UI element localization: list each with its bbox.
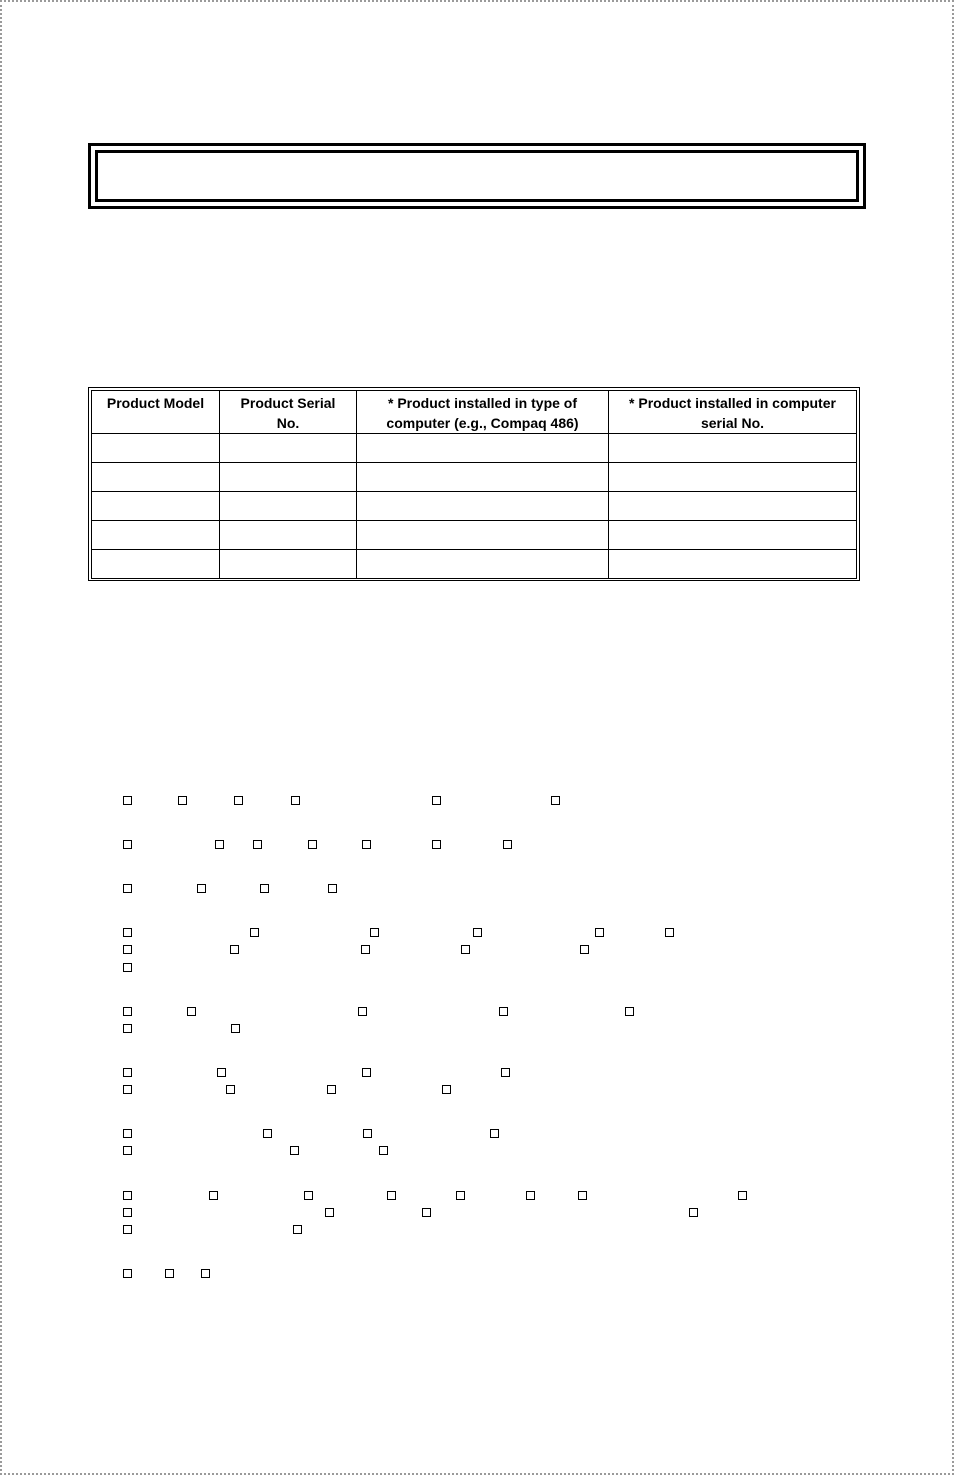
checkbox[interactable] xyxy=(578,1191,587,1200)
checkbox[interactable] xyxy=(250,928,259,937)
checkbox[interactable] xyxy=(325,1208,334,1217)
checkbox[interactable] xyxy=(473,928,482,937)
checkbox[interactable] xyxy=(580,945,589,954)
checkbox[interactable] xyxy=(370,928,379,937)
table-cell[interactable] xyxy=(609,434,857,463)
checkbox[interactable] xyxy=(304,1191,313,1200)
checkbox[interactable] xyxy=(123,945,132,954)
checkbox[interactable] xyxy=(263,1129,272,1138)
table-row xyxy=(92,434,857,463)
header-product-model: Product Model xyxy=(92,391,220,434)
checkbox[interactable] xyxy=(290,1146,299,1155)
checkbox[interactable] xyxy=(461,945,470,954)
checkbox[interactable] xyxy=(625,1007,634,1016)
table-cell[interactable] xyxy=(357,463,609,492)
checkbox[interactable] xyxy=(595,928,604,937)
checkbox[interactable] xyxy=(178,796,187,805)
table-body xyxy=(92,434,857,579)
checkbox[interactable] xyxy=(123,1225,132,1234)
checkbox[interactable] xyxy=(123,1208,132,1217)
header-product-serial: Product Serial No. xyxy=(220,391,357,434)
checkbox[interactable] xyxy=(422,1208,431,1217)
checkbox[interactable] xyxy=(551,796,560,805)
checkbox[interactable] xyxy=(123,1269,132,1278)
checkbox[interactable] xyxy=(442,1085,451,1094)
checkbox[interactable] xyxy=(738,1191,747,1200)
table-row xyxy=(92,492,857,521)
table-row xyxy=(92,521,857,550)
table-cell[interactable] xyxy=(357,434,609,463)
checkbox[interactable] xyxy=(123,1085,132,1094)
checkbox[interactable] xyxy=(123,1146,132,1155)
checkbox[interactable] xyxy=(499,1007,508,1016)
checkbox[interactable] xyxy=(231,1024,240,1033)
header-computer-serial: * Product installed in computer serial No. xyxy=(609,391,857,434)
table-cell[interactable] xyxy=(92,550,220,579)
table-cell[interactable] xyxy=(609,463,857,492)
checkbox[interactable] xyxy=(260,884,269,893)
registration-table xyxy=(91,390,857,579)
title-box-inner xyxy=(95,150,859,202)
checkbox[interactable] xyxy=(361,945,370,954)
table-cell[interactable] xyxy=(357,492,609,521)
table-cell[interactable] xyxy=(220,521,357,550)
checkbox[interactable] xyxy=(209,1191,218,1200)
checkbox[interactable] xyxy=(526,1191,535,1200)
table-header-row xyxy=(92,391,857,434)
checkbox[interactable] xyxy=(123,963,132,972)
checkbox[interactable] xyxy=(187,1007,196,1016)
checkbox[interactable] xyxy=(456,1191,465,1200)
checkbox[interactable] xyxy=(201,1269,210,1278)
checkbox[interactable] xyxy=(123,1129,132,1138)
registration-table-frame xyxy=(88,387,860,581)
table-cell[interactable] xyxy=(609,521,857,550)
checkbox[interactable] xyxy=(327,1085,336,1094)
table-row xyxy=(92,550,857,579)
table-cell[interactable] xyxy=(92,463,220,492)
table-cell[interactable] xyxy=(92,434,220,463)
checkbox[interactable] xyxy=(234,796,243,805)
table-cell[interactable] xyxy=(357,521,609,550)
checkbox[interactable] xyxy=(387,1191,396,1200)
table-cell[interactable] xyxy=(92,492,220,521)
table-cell[interactable] xyxy=(357,550,609,579)
checkbox[interactable] xyxy=(490,1129,499,1138)
checkbox[interactable] xyxy=(123,1007,132,1016)
checkbox[interactable] xyxy=(363,1129,372,1138)
checkbox[interactable] xyxy=(362,840,371,849)
checkbox[interactable] xyxy=(197,884,206,893)
table-cell[interactable] xyxy=(220,550,357,579)
table-cell[interactable] xyxy=(220,463,357,492)
checkbox[interactable] xyxy=(689,1208,698,1217)
checkbox[interactable] xyxy=(665,928,674,937)
checkbox[interactable] xyxy=(328,884,337,893)
checkbox[interactable] xyxy=(308,840,317,849)
checkbox[interactable] xyxy=(123,1191,132,1200)
table-cell[interactable] xyxy=(609,492,857,521)
checkbox[interactable] xyxy=(123,1068,132,1077)
checkbox[interactable] xyxy=(503,840,512,849)
header-computer-type: * Product installed in type of computer (e.g., Compaq 486) xyxy=(357,391,609,434)
checkbox[interactable] xyxy=(226,1085,235,1094)
checkbox[interactable] xyxy=(432,840,441,849)
table-cell[interactable] xyxy=(609,550,857,579)
checkbox[interactable] xyxy=(291,796,300,805)
checkbox[interactable] xyxy=(358,1007,367,1016)
checkbox[interactable] xyxy=(123,928,132,937)
checkbox[interactable] xyxy=(432,796,441,805)
table-cell[interactable] xyxy=(92,521,220,550)
checkbox[interactable] xyxy=(123,884,132,893)
title-box xyxy=(88,143,866,209)
table-cell[interactable] xyxy=(220,492,357,521)
checkbox[interactable] xyxy=(217,1068,226,1077)
checkbox[interactable] xyxy=(253,840,262,849)
checkbox[interactable] xyxy=(123,796,132,805)
checkbox[interactable] xyxy=(230,945,239,954)
checkbox[interactable] xyxy=(362,1068,371,1077)
checkbox[interactable] xyxy=(123,840,132,849)
table-cell[interactable] xyxy=(220,434,357,463)
table-row xyxy=(92,463,857,492)
checkbox[interactable] xyxy=(293,1225,302,1234)
checkbox[interactable] xyxy=(215,840,224,849)
checkbox[interactable] xyxy=(123,1024,132,1033)
checkbox[interactable] xyxy=(165,1269,174,1278)
checkbox[interactable] xyxy=(501,1068,510,1077)
checkbox[interactable] xyxy=(379,1146,388,1155)
